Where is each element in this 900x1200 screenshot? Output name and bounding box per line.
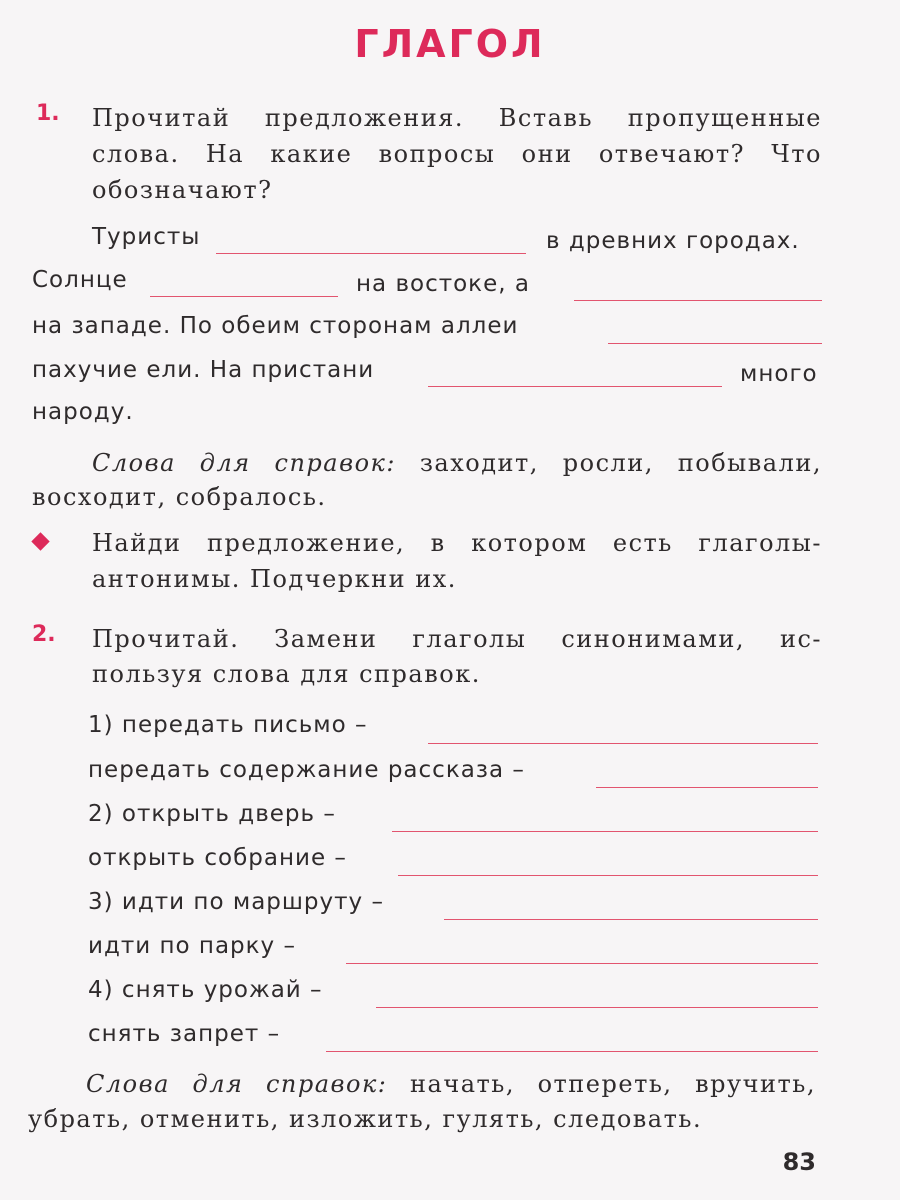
- synonym-blank-3[interactable]: [392, 831, 818, 832]
- synonym-item-4: открыть собрание –: [88, 845, 347, 871]
- synonym-item-1: 1) передать письмо –: [88, 712, 368, 738]
- text-line-2-end: на востоке, а: [356, 271, 530, 297]
- synonym-blank-1[interactable]: [428, 743, 818, 744]
- synonym-blank-7[interactable]: [376, 1007, 818, 1008]
- synonym-item-3: 2) открыть дверь –: [88, 801, 336, 827]
- reference-words-1: начать, отпереть, вручить,: [410, 1070, 816, 1098]
- text-line-2-start: Солнце: [32, 267, 128, 293]
- blank-line-3[interactable]: [608, 343, 822, 344]
- text-line-4-end: много: [740, 361, 818, 387]
- exercise-1-task-line-2: антонимы. Подчеркни их.: [92, 565, 457, 593]
- text-line-3: на западе. По обеим сторонам аллеи: [32, 313, 519, 339]
- synonym-blank-4[interactable]: [398, 875, 818, 876]
- synonym-blank-6[interactable]: [346, 963, 818, 964]
- page-number: 83: [782, 1148, 816, 1176]
- synonym-blank-8[interactable]: [326, 1051, 818, 1052]
- reference-words-1: заходит, росли, побывали,: [419, 449, 822, 477]
- synonym-item-2: передать содержание рассказа –: [88, 757, 525, 783]
- exercise-1-instruction-line-3: обозначают?: [92, 176, 273, 204]
- synonym-item-5: 3) идти по маршруту –: [88, 889, 384, 915]
- exercise-2-number: 2.: [32, 622, 56, 647]
- exercise-1-reference-line-2: восходит, собралось.: [32, 483, 327, 511]
- exercise-1-instruction-line-1: Прочитай предложения. Вставь пропущенные: [92, 104, 822, 132]
- blank-line-2a[interactable]: [150, 296, 338, 297]
- text-line-5: народу.: [32, 399, 134, 425]
- synonym-blank-2[interactable]: [596, 787, 818, 788]
- synonym-item-8: снять запрет –: [88, 1021, 281, 1047]
- blank-line-1[interactable]: [216, 253, 526, 254]
- exercise-1-reference-line-1: [92, 445, 822, 481]
- reference-label: Слова для справок:: [92, 449, 396, 477]
- reference-label: Слова для справок:: [86, 1070, 388, 1098]
- synonym-blank-5[interactable]: [444, 919, 818, 920]
- exercise-1-number: 1.: [36, 101, 60, 126]
- exercise-2-reference-line-2: убрать, отменить, изложить, гулять, следовать.: [28, 1105, 703, 1133]
- diamond-icon: [31, 532, 49, 550]
- text-line-1-end: в древних городах.: [546, 228, 800, 254]
- text-line-4-start: пахучие ели. На пристани: [32, 357, 375, 383]
- page-title: ГЛАГОЛ: [354, 22, 546, 66]
- exercise-2-instruction-line-2: пользуя слова для справок.: [92, 660, 481, 688]
- blank-line-2b[interactable]: [574, 300, 822, 301]
- blank-line-4[interactable]: [428, 386, 722, 387]
- exercise-1-task-line-1: Найди предложение, в котором есть глаголы-: [92, 529, 822, 557]
- synonym-item-7: 4) снять урожай –: [88, 977, 323, 1003]
- synonym-item-6: идти по парку –: [88, 933, 296, 959]
- text-line-1-start: Туристы: [92, 224, 201, 250]
- exercise-2-reference-line-1: [86, 1066, 816, 1102]
- exercise-2-instruction-line-1: Прочитай. Замени глаголы синонимами, ис-: [92, 625, 822, 653]
- exercise-1-instruction-line-2: слова. На какие вопросы они отвечают? Что: [92, 140, 822, 168]
